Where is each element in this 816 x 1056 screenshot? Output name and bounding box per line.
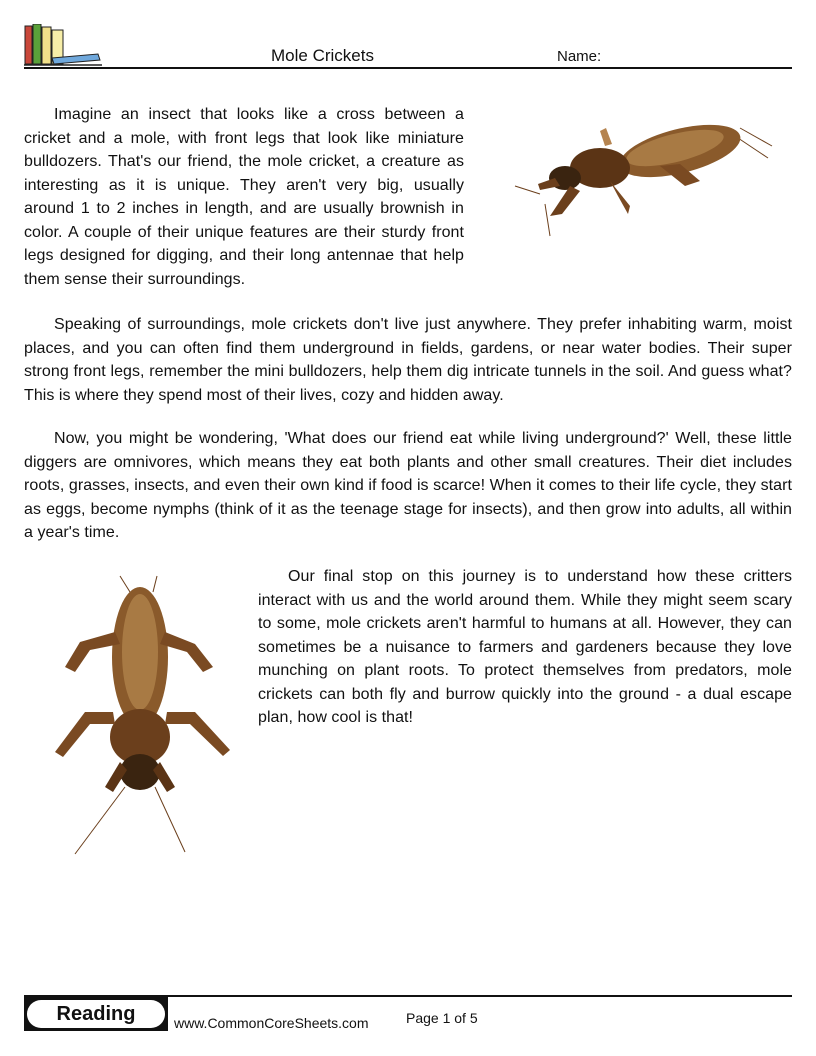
site-url: www.CommonCoreSheets.com	[174, 1015, 369, 1031]
name-label: Name:	[557, 48, 602, 65]
page-title: Mole Crickets	[271, 46, 374, 65]
mole-cricket-top-image	[35, 572, 245, 862]
page-number: Page 1 of 5	[406, 1010, 478, 1026]
paragraph-1: Imagine an insect that looks like a cross between a cricket and a mole, with front legs that look like miniature bulldozers. That's our friend, the mole cricket, a creature as interesting as it is unique. They aren't very big, usually around 1 to 2 inches in length, and are usually brownish in color. A couple of their unique features are their sturdy front legs designed for digging, and their long antennae that help them sense their surroundings.	[24, 106, 464, 288]
subject-badge-label: Reading	[27, 1000, 165, 1028]
paragraph-4: Our final stop on this journey is to understand how these critters interact with us and the world around them. While they might seem scary to some, mole crickets aren't harmful to humans at all. However, they can sometimes be a nuisance to farmers and gardeners because they love munching on plant roots. To protect themselves from predators, mole crickets can both fly and burrow quickly into the ground - a dual escape plan, how cool is that!	[258, 568, 792, 726]
paragraph-3: Now, you might be wondering, 'What does our friend eat while living underground?' Well, these little diggers are omnivores, which means they eat both plants and other small creatures. Their diet includes roots, grasses, insects, and even their own kind if food is scarce! When it comes to their life cycle, they start as eggs, become nymphs (think of it as the teenage stage for insects), and then grow into adults, all within a year's time.	[24, 430, 792, 541]
books-icon	[24, 24, 104, 66]
paragraph-2: Speaking of surroundings, mole crickets don't live just anywhere. They prefer inhabiting warm, moist places, and you can often find them underground in fields, gardens, or near water bodies. Their super strong front legs, remember the mini bulldozers, help them dig intricate tunnels in the soil. And guess what? This is where they spend most of their lives, cozy and hidden away.	[24, 316, 792, 404]
header-divider	[24, 67, 792, 69]
page-header	[24, 24, 792, 69]
mole-cricket-side-image	[510, 106, 780, 246]
subject-badge	[24, 997, 168, 1031]
